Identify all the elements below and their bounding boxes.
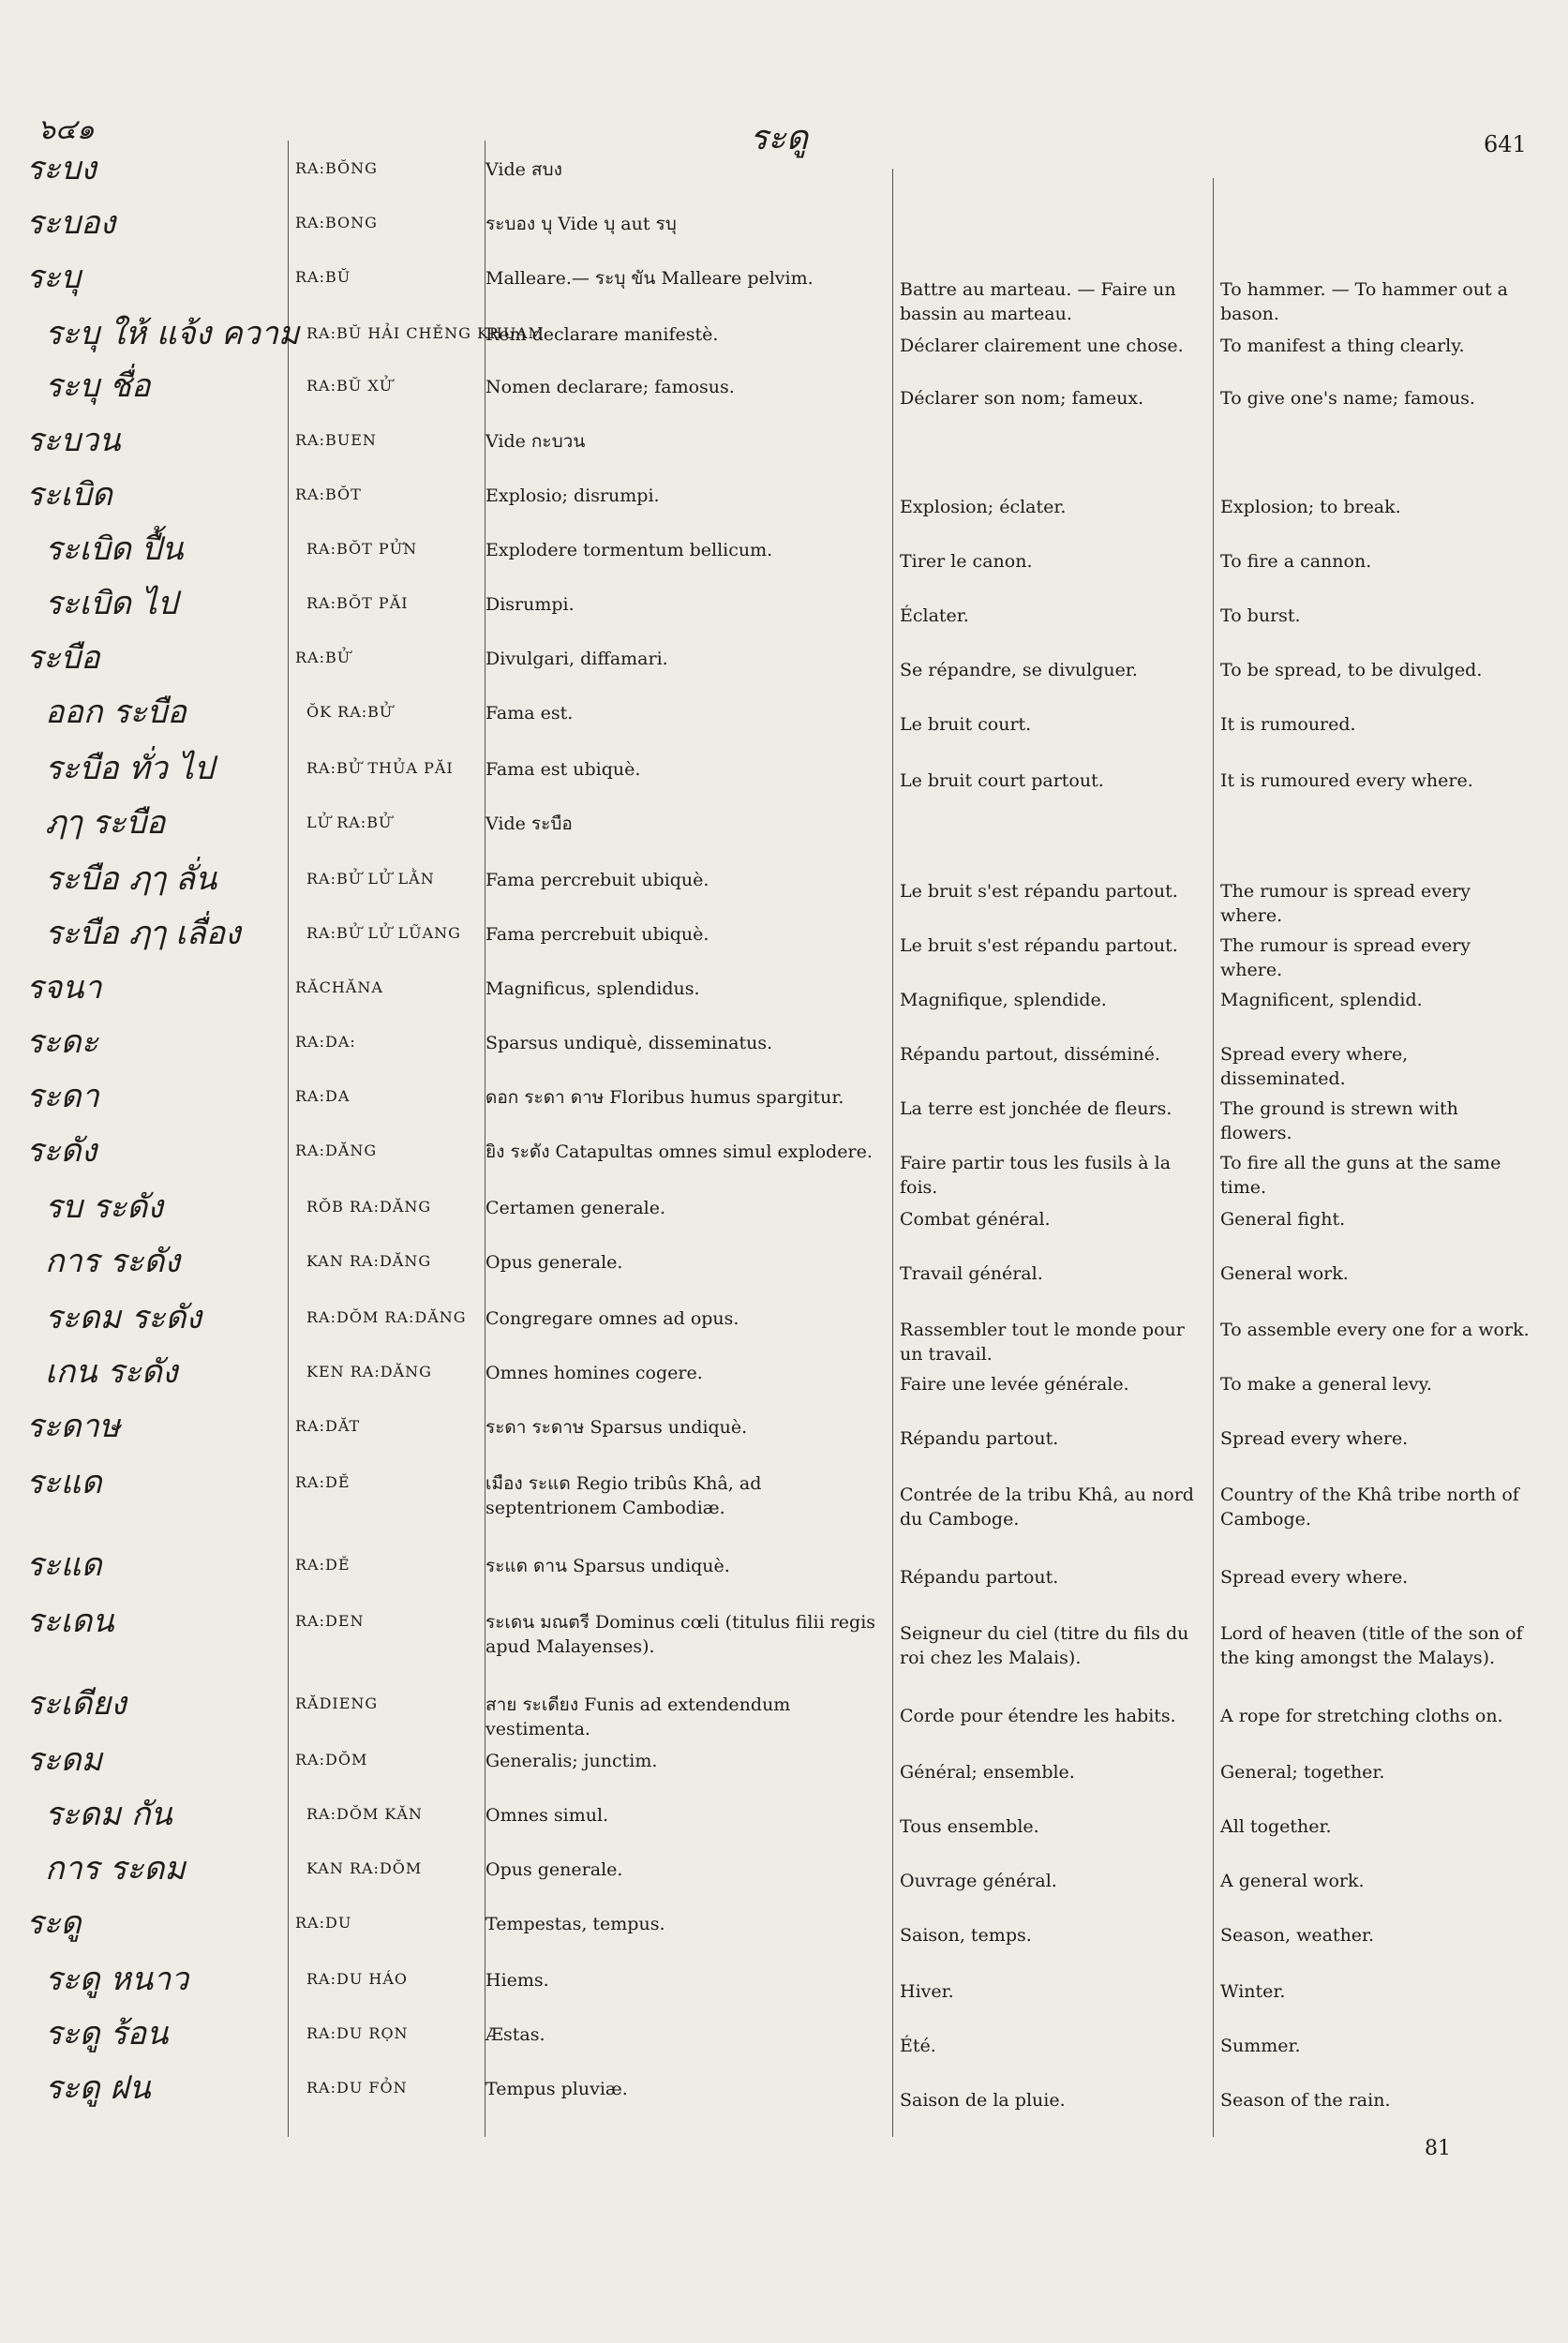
english-definition: Magnificent, splendid.: [1220, 990, 1423, 1010]
french-definition: Éclater.: [900, 605, 969, 626]
english-definition: Country of the Khâ tribe north of Camboge.: [1220, 1485, 1519, 1530]
dictionary-entry: [0, 1353, 1568, 1406]
thai-headword: ระดู ร้อน: [45, 2015, 169, 2052]
thai-headword: ระดา: [26, 1078, 99, 1115]
latin-definition: ระดา ระดาษ Sparsus undiquè.: [485, 1417, 748, 1438]
latin-definition: Opus generale.: [485, 1252, 623, 1273]
romanization: RA:BŎT: [295, 485, 362, 503]
english-definition: To burst.: [1220, 605, 1301, 626]
latin-definition: Fama percrebuit ubiquè.: [485, 870, 709, 890]
english-definition: To give one's name; famous.: [1220, 388, 1475, 409]
dictionary-entry: [0, 422, 1568, 474]
romanization: RA:BUEN: [295, 431, 377, 449]
latin-definition: Rem declarare manifestè.: [485, 324, 719, 345]
dictionary-entry: [0, 2069, 1568, 2122]
latin-definition: Fama est ubiquè.: [485, 759, 641, 780]
romanization: RA:BỬ LỬ LẰN: [306, 870, 435, 888]
english-definition: It is rumoured.: [1220, 714, 1356, 735]
french-definition: Travail général.: [900, 1263, 1043, 1284]
english-definition: It is rumoured every where.: [1220, 770, 1473, 791]
english-definition: To fire all the guns at the same time.: [1220, 1153, 1501, 1198]
romanization: RŎB RA:DĂNG: [306, 1198, 432, 1216]
dictionary-entry: [0, 1546, 1568, 1599]
thai-page-number: ๖๔๑: [37, 113, 95, 146]
latin-definition: Fama est.: [485, 703, 574, 724]
english-definition: Winter.: [1220, 1981, 1286, 2002]
thai-headword: ออก ระบือ: [45, 694, 187, 731]
french-definition: Faire partir tous les fusils à la fois.: [900, 1153, 1172, 1198]
romanization: RA:DŎM KĂN: [306, 1805, 423, 1823]
latin-definition: Magnificus, splendidus.: [485, 978, 700, 999]
signature-mark: 81: [1425, 2137, 1451, 2160]
english-definition: General; together.: [1220, 1762, 1385, 1783]
romanization: RA:DŎM: [295, 1751, 368, 1768]
thai-headword: ระเบิด ปื้น: [45, 530, 184, 568]
french-definition: Le bruit s'est répandu partout.: [900, 935, 1178, 956]
latin-definition: ยิง ระดัง Catapultas omnes simul explodere.: [485, 1142, 873, 1162]
french-definition: Hiver.: [900, 1981, 954, 2002]
dictionary-entry: [0, 804, 1568, 857]
english-definition: To manifest a thing clearly.: [1220, 336, 1465, 356]
romanization: RA:DĚ: [295, 1473, 351, 1491]
thai-headword: ระบุ ชื่อ: [45, 367, 151, 405]
english-definition: The rumour is spread every where.: [1220, 881, 1471, 926]
french-definition: Le bruit court.: [900, 714, 1032, 735]
dictionary-entry: [0, 1243, 1568, 1295]
thai-headword: ระดาษ: [26, 1408, 121, 1445]
french-definition: Déclarer clairement une chose.: [900, 336, 1184, 356]
french-definition: Seigneur du ciel (titre du fils du roi chez les Malais).: [900, 1623, 1189, 1668]
romanization: KAN RA:DŎM: [306, 1859, 423, 1877]
dictionary-entry: [0, 367, 1568, 420]
romanization: LỬ RA:BỬ: [306, 813, 393, 831]
english-definition: General fight.: [1220, 1209, 1346, 1230]
french-definition: Se répandre, se divulguer.: [900, 660, 1138, 680]
dictionary-entry: [0, 694, 1568, 746]
french-definition: Déclarer son nom; fameux.: [900, 388, 1144, 409]
romanization: RA:BŎT PĂI: [306, 594, 409, 612]
english-definition: Season, weather.: [1220, 1925, 1375, 1946]
running-head: ระดู: [750, 119, 809, 157]
romanization: RA:DĚ: [295, 1556, 351, 1574]
latin-definition: Fama percrebuit ubiquè.: [485, 924, 709, 945]
thai-headword: ระบุ: [26, 259, 82, 296]
latin-definition: Nomen declarare; famosus.: [485, 377, 735, 397]
dictionary-entry: [0, 1188, 1568, 1241]
dictionary-entry: [0, 1299, 1568, 1365]
latin-definition: เมือง ระแด Regio tribûs Khâ, ad septentrionem Cambodiæ.: [485, 1473, 762, 1518]
romanization: RA:DA:: [295, 1033, 356, 1051]
thai-headword: ระบง: [26, 150, 97, 187]
english-definition: The ground is strewn with flowers.: [1220, 1098, 1458, 1143]
romanization: ŎK RA:BỬ: [306, 703, 394, 721]
latin-definition: Hiems.: [485, 1970, 549, 1991]
french-definition: Saison, temps.: [900, 1925, 1032, 1946]
dictionary-entry: [0, 476, 1568, 529]
latin-definition: Explosio; disrumpi.: [485, 485, 660, 506]
french-definition: Magnifique, splendide.: [900, 990, 1107, 1010]
dictionary-entry: [0, 1796, 1568, 1848]
french-definition: Contrée de la tribu Khâ, au nord du Camboge.: [900, 1485, 1194, 1530]
french-definition: Saison de la pluie.: [900, 2090, 1066, 2111]
latin-definition: ระบอง บุ Vide บุ aut รบุ: [485, 214, 677, 234]
latin-definition: Omnes simul.: [485, 1805, 609, 1826]
english-definition: To fire a cannon.: [1220, 551, 1372, 572]
romanization: KEN RA:DĂNG: [306, 1363, 432, 1380]
dictionary-entry: [0, 1850, 1568, 1903]
french-definition: Répandu partout, disséminé.: [900, 1044, 1160, 1065]
thai-headword: ระดัง: [26, 1132, 97, 1170]
latin-definition: ระเดน มณตรี Dominus cœli (titulus filii regis apud Malayenses).: [485, 1612, 876, 1657]
romanization: RA:DŎM RA:DĂNG: [306, 1308, 467, 1326]
latin-definition: Certamen generale.: [485, 1198, 666, 1218]
thai-headword: รบ ระดัง: [45, 1188, 163, 1226]
thai-headword: ระดู หนาว: [45, 1961, 189, 1998]
latin-definition: สาย ระเดียง Funis ad extendendum vestimenta.: [485, 1694, 791, 1739]
thai-headword: ระบุ ให้ แจ้ง ความ: [45, 315, 300, 352]
thai-headword: ระบือ: [26, 639, 100, 677]
thai-headword: ระบือ ทั่ว ไป: [45, 750, 215, 787]
thai-headword: การ ระดม: [45, 1850, 186, 1888]
romanization: RA:DA: [295, 1087, 351, 1105]
english-definition: Spread every where.: [1220, 1428, 1409, 1449]
thai-headword: ระบวน: [26, 422, 121, 459]
latin-definition: Æstas.: [485, 2024, 545, 2045]
dictionary-entry: [0, 1741, 1568, 1794]
thai-headword: ระเบิด ไป: [45, 585, 178, 622]
dictionary-entry: [0, 585, 1568, 637]
english-definition: Lord of heaven (title of the son of the king amongst the Malays).: [1220, 1623, 1523, 1668]
dictionary-entry: [0, 1132, 1568, 1198]
romanization: KAN RA:DĂNG: [306, 1252, 432, 1270]
latin-definition: Disrumpi.: [485, 594, 575, 615]
romanization: RA:BŬ HẢI CHĚNG KHUAM: [306, 324, 545, 342]
latin-definition: Divulgari, diffamari.: [485, 649, 668, 669]
french-definition: Le bruit court partout.: [900, 770, 1104, 791]
french-definition: Combat général.: [900, 1209, 1051, 1230]
dictionary-entry: [0, 750, 1568, 802]
romanization: RA:DU RỌN: [306, 2024, 409, 2042]
french-definition: Été.: [900, 2036, 936, 2056]
dictionary-entry: [0, 639, 1568, 692]
latin-definition: Vide สบง: [485, 159, 562, 180]
french-definition: Explosion; éclater.: [900, 497, 1067, 517]
dictionary-entry: [0, 204, 1568, 257]
romanization: RA:DU FỎN: [306, 2079, 408, 2097]
thai-headword: ระดม ระดัง: [45, 1299, 202, 1336]
romanization: RA:BỬ: [295, 649, 351, 666]
romanization: RA:BŎT PỬN: [306, 540, 418, 558]
french-definition: La terre est jonchée de fleurs.: [900, 1098, 1172, 1119]
dictionary-entry: [0, 1961, 1568, 2013]
thai-headword: ระดู ฝน: [45, 2069, 151, 2107]
latin-definition: Tempus pluviæ.: [485, 2079, 628, 2099]
thai-headword: ระดม กัน: [45, 1796, 172, 1833]
thai-headword: ระเดียง: [26, 1685, 127, 1723]
english-definition: Explosion; to break.: [1220, 497, 1401, 517]
romanization: RA:BỬ THỦA PĂI: [306, 759, 454, 777]
thai-headword: ระดะ: [26, 1023, 98, 1061]
english-definition: All together.: [1220, 1816, 1332, 1837]
dictionary-entry: [0, 1464, 1568, 1530]
english-definition: Spread every where, disseminated.: [1220, 1044, 1409, 1089]
dictionary-entry: [0, 1685, 1568, 1738]
english-definition: Summer.: [1220, 2036, 1301, 2056]
romanization: RA:DU: [295, 1914, 352, 1932]
english-definition: The rumour is spread every where.: [1220, 935, 1471, 980]
romanization: RA:DU HÁO: [306, 1970, 409, 1988]
french-definition: Général; ensemble.: [900, 1762, 1075, 1783]
french-definition: Faire une levée générale.: [900, 1374, 1129, 1395]
latin-definition: Explodere tormentum bellicum.: [485, 540, 773, 560]
english-definition: A rope for stretching cloths on.: [1220, 1706, 1503, 1726]
thai-headword: ระดม: [26, 1741, 103, 1779]
dictionary-entry: [0, 1603, 1568, 1668]
romanization: RA:BŬ: [295, 268, 351, 286]
latin-definition: Malleare.— ระบุ ขัน Malleare pelvim.: [485, 268, 814, 289]
dictionary-entry: [0, 1904, 1568, 1957]
french-definition: Répandu partout.: [900, 1428, 1059, 1449]
latin-definition: Congregare omnes ad opus.: [485, 1308, 739, 1329]
dictionary-entry: [0, 315, 1568, 367]
thai-headword: ระเบิด: [26, 476, 112, 514]
thai-headword: ระบือ ฦๅ ลั่น: [45, 860, 217, 898]
english-definition: Season of the rain.: [1220, 2090, 1391, 2111]
page-number: 641: [1484, 131, 1527, 157]
english-definition: To be spread, to be divulged.: [1220, 660, 1483, 680]
thai-headword: ระแด: [26, 1464, 102, 1501]
french-definition: Répandu partout.: [900, 1567, 1059, 1588]
latin-definition: Sparsus undiquè, disseminatus.: [485, 1033, 773, 1053]
thai-headword: ระบือ ฦๅ เลื่อง: [45, 915, 241, 952]
thai-headword: ระแด: [26, 1546, 102, 1584]
thai-headword: ระดู: [26, 1904, 82, 1942]
romanization: RA:BONG: [295, 214, 378, 231]
latin-definition: ระแด ดาน Sparsus undiquè.: [485, 1556, 730, 1576]
french-definition: Tirer le canon.: [900, 551, 1033, 572]
latin-definition: Vide ระบือ: [485, 813, 573, 834]
romanization: RĂDIENG: [295, 1694, 379, 1712]
romanization: RA:DĂT: [295, 1417, 361, 1435]
dictionary-entry: [0, 530, 1568, 583]
dictionary-entry: [0, 259, 1568, 324]
french-definition: Battre au marteau. — Faire un bassin au marteau.: [900, 279, 1176, 324]
dictionary-entry: [0, 1078, 1568, 1143]
dictionary-entry: [0, 1023, 1568, 1089]
english-definition: A general work.: [1220, 1871, 1365, 1891]
thai-headword: ฦๅ ระบือ: [45, 804, 166, 842]
thai-headword: รจนา: [26, 969, 102, 1007]
thai-headword: เกน ระดัง: [45, 1353, 178, 1391]
latin-definition: Tempestas, tempus.: [485, 1914, 665, 1934]
thai-headword: ระเดน: [26, 1603, 114, 1640]
french-definition: Ouvrage général.: [900, 1871, 1057, 1891]
dictionary-entry: [0, 1408, 1568, 1460]
english-definition: To make a general levy.: [1220, 1374, 1432, 1395]
latin-definition: Vide กะบวน: [485, 431, 586, 452]
french-definition: Rassembler tout le monde pour un travail.: [900, 1320, 1185, 1365]
romanization: RA:BŬ XỬ: [306, 377, 394, 395]
thai-headword: การ ระดัง: [45, 1243, 180, 1280]
english-definition: To assemble every one for a work.: [1220, 1320, 1530, 1340]
romanization: RA:BỬ LỬ LŨANG: [306, 924, 461, 942]
latin-definition: Omnes homines cogere.: [485, 1363, 703, 1383]
english-definition: General work.: [1220, 1263, 1349, 1284]
dictionary-entry: [0, 915, 1568, 980]
dictionary-entry: [0, 969, 1568, 1022]
romanization: RA:DĂNG: [295, 1142, 378, 1159]
latin-definition: Opus generale.: [485, 1859, 623, 1880]
romanization: RA:BŎNG: [295, 159, 378, 177]
english-definition: To hammer. — To hammer out a bason.: [1220, 279, 1508, 324]
english-definition: Spread every where.: [1220, 1567, 1409, 1588]
dictionary-entry: [0, 2015, 1568, 2067]
romanization: RĂCHĂNA: [295, 978, 383, 996]
latin-definition: ดอก ระดา ดาษ Floribus humus spargitur.: [485, 1087, 844, 1108]
latin-definition: Generalis; junctim.: [485, 1751, 658, 1771]
french-definition: Corde pour étendre les habits.: [900, 1706, 1176, 1726]
french-definition: Tous ensemble.: [900, 1816, 1039, 1837]
dictionary-entry: [0, 860, 1568, 926]
dictionary-entry: [0, 150, 1568, 202]
french-definition: Le bruit s'est répandu partout.: [900, 881, 1178, 902]
romanization: RA:DEN: [295, 1612, 365, 1630]
thai-headword: ระบอง: [26, 204, 116, 242]
